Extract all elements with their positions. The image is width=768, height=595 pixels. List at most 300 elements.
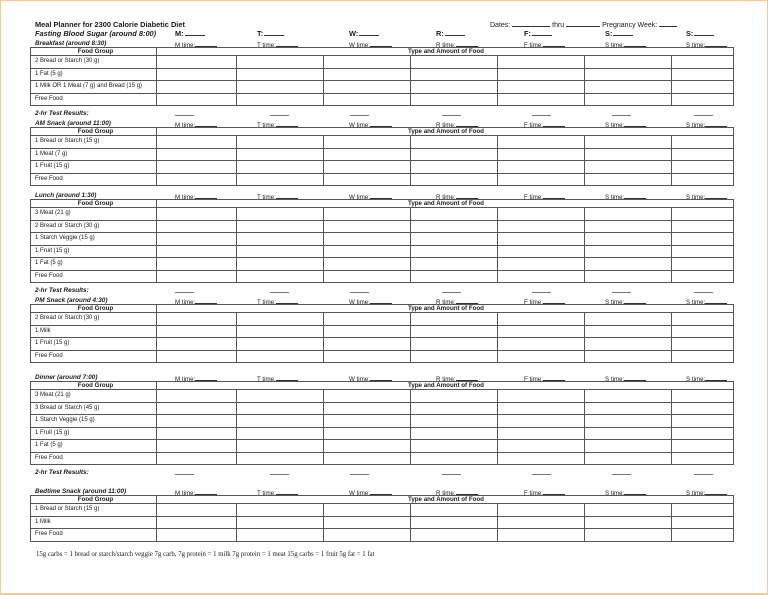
food-entry-cell[interactable]: [672, 325, 734, 338]
meal-time-field[interactable]: [543, 120, 565, 127]
food-entry-cell[interactable]: [585, 390, 672, 403]
meal-time-field[interactable]: [195, 192, 217, 199]
food-entry-cell[interactable]: [585, 258, 672, 271]
dates-row: [490, 19, 677, 29]
food-entry-cell[interactable]: [585, 427, 672, 440]
food-entry-cell[interactable]: [498, 93, 585, 106]
food-entry-cell[interactable]: [411, 325, 498, 338]
day-label: R:: [436, 29, 444, 38]
table-row: [31, 233, 734, 246]
time-label: W time:: [349, 299, 370, 306]
food-entry-cell[interactable]: [498, 136, 585, 149]
food-entry-cell[interactable]: [237, 427, 324, 440]
food-entry-cell[interactable]: [585, 245, 672, 258]
food-entry-cell[interactable]: [585, 270, 672, 283]
test-result-field[interactable]: [270, 115, 289, 116]
food-entry-cell[interactable]: [672, 173, 734, 186]
food-entry-cell[interactable]: [324, 452, 411, 465]
food-entry-cell[interactable]: [585, 208, 672, 221]
food-entry-cell[interactable]: [157, 338, 237, 351]
food-entry-cell[interactable]: [324, 161, 411, 174]
food-entry-cell[interactable]: [585, 56, 672, 69]
food-entry-cell[interactable]: [157, 220, 237, 233]
food-entry-cell[interactable]: [411, 440, 498, 453]
food-entry-cell[interactable]: [498, 270, 585, 283]
meal-time-field[interactable]: [456, 192, 478, 199]
test-result-field[interactable]: [694, 115, 713, 116]
food-entry-cell[interactable]: [324, 258, 411, 271]
food-entry-cell[interactable]: [157, 56, 237, 69]
time-label: W time:: [349, 376, 370, 383]
food-entry-cell[interactable]: [672, 338, 734, 351]
food-entry-cell[interactable]: [411, 173, 498, 186]
food-entry-cell[interactable]: [498, 161, 585, 174]
food-entry-cell[interactable]: [498, 245, 585, 258]
food-entry-cell[interactable]: [237, 208, 324, 221]
test-result-field[interactable]: [175, 474, 194, 475]
food-entry-cell[interactable]: [411, 504, 498, 517]
food-entry-cell[interactable]: [237, 270, 324, 283]
meal-time-field[interactable]: [370, 40, 392, 47]
food-entry-cell[interactable]: [157, 258, 237, 271]
meal-time-field[interactable]: [705, 40, 727, 47]
food-entry-cell[interactable]: [324, 350, 411, 363]
end-date-field[interactable]: [566, 19, 600, 27]
time-label: M time:: [175, 42, 196, 49]
food-entry-cell[interactable]: [411, 68, 498, 81]
meal-time-field[interactable]: [456, 120, 478, 127]
table-header-row: [31, 48, 734, 56]
food-entry-cell[interactable]: [672, 233, 734, 246]
meal-time-field[interactable]: [195, 120, 217, 127]
food-entry-cell[interactable]: [157, 81, 237, 94]
food-entry-cell[interactable]: [498, 56, 585, 69]
meal-time-field[interactable]: [370, 374, 392, 381]
meal-time-field[interactable]: [456, 488, 478, 495]
food-entry-cell[interactable]: [585, 161, 672, 174]
food-entry-cell[interactable]: [237, 440, 324, 453]
meal-time-field[interactable]: [543, 40, 565, 47]
food-entry-cell[interactable]: [324, 93, 411, 106]
food-entry-cell[interactable]: [324, 245, 411, 258]
food-entry-cell[interactable]: [157, 325, 237, 338]
test-result-field[interactable]: [532, 292, 551, 293]
meal-time-field[interactable]: [705, 192, 727, 199]
meal-time-field[interactable]: [276, 40, 298, 47]
food-entry-cell[interactable]: [672, 258, 734, 271]
food-entry-cell[interactable]: [672, 350, 734, 363]
food-entry-cell[interactable]: [237, 350, 324, 363]
food-entry-cell[interactable]: [157, 233, 237, 246]
food-entry-cell[interactable]: [411, 93, 498, 106]
food-entry-cell[interactable]: [498, 402, 585, 415]
food-entry-cell[interactable]: [498, 390, 585, 403]
food-entry-cell[interactable]: [498, 325, 585, 338]
meal-time-field[interactable]: [543, 192, 565, 199]
meal-label: Dinner (around 7:00): [35, 374, 98, 381]
food-entry-cell[interactable]: [672, 452, 734, 465]
food-group-cell: 1 Starch Veggie (15 g): [31, 415, 157, 428]
food-entry-cell[interactable]: [324, 173, 411, 186]
meal-time-field[interactable]: [456, 297, 478, 304]
food-entry-cell[interactable]: [672, 148, 734, 161]
food-entry-cell[interactable]: [672, 402, 734, 415]
food-entry-cell[interactable]: [237, 161, 324, 174]
food-entry-cell[interactable]: [585, 504, 672, 517]
fasting-value-field[interactable]: [445, 29, 465, 36]
food-group-cell: 3 Bread or Starch (45 g): [31, 402, 157, 415]
test-result-field[interactable]: [532, 115, 551, 116]
food-entry-cell[interactable]: [157, 245, 237, 258]
table-row: [31, 313, 734, 326]
food-entry-cell[interactable]: [672, 440, 734, 453]
meal-time-field[interactable]: [624, 40, 646, 47]
food-entry-cell[interactable]: [324, 415, 411, 428]
test-result-field[interactable]: [694, 474, 713, 475]
food-entry-cell[interactable]: [585, 529, 672, 542]
pregnancy-week-label: Pregnancy Week:: [602, 22, 658, 29]
food-group-cell: 1 Fat (5 g): [31, 258, 157, 271]
table-header-row: [31, 382, 734, 390]
food-entry-cell[interactable]: [237, 136, 324, 149]
food-entry-cell[interactable]: [672, 56, 734, 69]
food-entry-cell[interactable]: [585, 68, 672, 81]
food-entry-cell[interactable]: [672, 270, 734, 283]
food-entry-cell[interactable]: [585, 93, 672, 106]
food-entry-cell[interactable]: [324, 427, 411, 440]
food-entry-cell[interactable]: [237, 245, 324, 258]
food-group-cell: Free Food: [31, 452, 157, 465]
food-entry-cell[interactable]: [324, 338, 411, 351]
food-entry-cell[interactable]: [411, 350, 498, 363]
meal-time-field[interactable]: [195, 374, 217, 381]
food-entry-cell[interactable]: [237, 402, 324, 415]
food-entry-cell[interactable]: [585, 338, 672, 351]
food-entry-cell[interactable]: [237, 220, 324, 233]
food-entry-cell[interactable]: [672, 68, 734, 81]
food-entry-cell[interactable]: [324, 56, 411, 69]
food-entry-cell[interactable]: [672, 516, 734, 529]
food-entry-cell[interactable]: [411, 220, 498, 233]
food-entry-cell[interactable]: [498, 220, 585, 233]
meal-time-field[interactable]: [624, 488, 646, 495]
food-entry-cell[interactable]: [411, 258, 498, 271]
food-group-cell: 1 Bread or Starch (15 g): [31, 136, 157, 149]
test-result-field[interactable]: [612, 474, 631, 475]
food-entry-cell[interactable]: [498, 233, 585, 246]
meal-time-field[interactable]: [624, 192, 646, 199]
food-entry-cell[interactable]: [498, 427, 585, 440]
food-entry-cell[interactable]: [324, 529, 411, 542]
food-entry-cell[interactable]: [157, 270, 237, 283]
food-entry-cell[interactable]: [411, 516, 498, 529]
food-entry-cell[interactable]: [157, 452, 237, 465]
food-entry-cell[interactable]: [672, 161, 734, 174]
food-entry-cell[interactable]: [324, 270, 411, 283]
food-entry-cell[interactable]: [237, 325, 324, 338]
food-entry-cell[interactable]: [237, 390, 324, 403]
meal-time-field[interactable]: [195, 297, 217, 304]
food-entry-cell[interactable]: [237, 258, 324, 271]
food-entry-cell[interactable]: [324, 208, 411, 221]
meal-time-field[interactable]: [456, 40, 478, 47]
food-entry-cell[interactable]: [157, 440, 237, 453]
food-entry-cell[interactable]: [157, 173, 237, 186]
test-result-field[interactable]: [532, 474, 551, 475]
test-result-field[interactable]: [270, 474, 289, 475]
meal-label: AM Snack (around 11:00): [35, 120, 111, 127]
meal-time-field[interactable]: [543, 374, 565, 381]
food-entry-cell[interactable]: [237, 529, 324, 542]
food-entry-cell[interactable]: [498, 529, 585, 542]
food-entry-cell[interactable]: [324, 136, 411, 149]
time-label: S time:: [605, 376, 625, 383]
food-entry-cell[interactable]: [411, 338, 498, 351]
food-entry-cell[interactable]: [498, 452, 585, 465]
food-entry-cell[interactable]: [498, 415, 585, 428]
meal-time-field[interactable]: [624, 297, 646, 304]
test-result-field[interactable]: [270, 292, 289, 293]
food-entry-cell[interactable]: [585, 452, 672, 465]
time-label: W time:: [349, 194, 370, 201]
food-entry-cell[interactable]: [585, 440, 672, 453]
food-entry-cell[interactable]: [411, 208, 498, 221]
food-entry-cell[interactable]: [498, 68, 585, 81]
food-entry-cell[interactable]: [157, 402, 237, 415]
time-label: W time:: [349, 490, 370, 497]
food-entry-cell[interactable]: [672, 81, 734, 94]
test-result-field[interactable]: [442, 292, 461, 293]
food-entry-cell[interactable]: [237, 68, 324, 81]
food-entry-cell[interactable]: [157, 68, 237, 81]
meal-time-field[interactable]: [195, 40, 217, 47]
meal-time-field[interactable]: [624, 120, 646, 127]
test-result-field[interactable]: [175, 115, 194, 116]
food-entry-cell[interactable]: [324, 504, 411, 517]
food-entry-cell[interactable]: [498, 350, 585, 363]
food-entry-cell[interactable]: [157, 161, 237, 174]
table-row: [31, 148, 734, 161]
test-result-field[interactable]: [612, 115, 631, 116]
food-entry-cell[interactable]: [324, 440, 411, 453]
food-entry-cell[interactable]: [237, 313, 324, 326]
fasting-value-field[interactable]: [264, 29, 284, 36]
food-entry-cell[interactable]: [672, 245, 734, 258]
food-entry-cell[interactable]: [157, 504, 237, 517]
food-entry-cell[interactable]: [157, 93, 237, 106]
food-entry-cell[interactable]: [237, 93, 324, 106]
food-entry-cell[interactable]: [324, 516, 411, 529]
meal-time-field[interactable]: [276, 374, 298, 381]
food-entry-cell[interactable]: [237, 148, 324, 161]
food-entry-cell[interactable]: [237, 516, 324, 529]
food-entry-cell[interactable]: [324, 325, 411, 338]
food-entry-cell[interactable]: [672, 529, 734, 542]
food-entry-cell[interactable]: [411, 415, 498, 428]
food-entry-cell[interactable]: [157, 516, 237, 529]
table-row: [31, 258, 734, 271]
fasting-value-field[interactable]: [613, 29, 633, 36]
food-entry-cell[interactable]: [237, 504, 324, 517]
food-entry-cell[interactable]: [411, 452, 498, 465]
food-entry-cell[interactable]: [157, 529, 237, 542]
food-entry-cell[interactable]: [157, 427, 237, 440]
food-entry-cell[interactable]: [585, 81, 672, 94]
food-entry-cell[interactable]: [585, 325, 672, 338]
food-entry-cell[interactable]: [324, 313, 411, 326]
food-group-cell: 1 Milk OR 1 Meat (7 g) and Bread (15 g): [31, 81, 157, 94]
meal-time-field[interactable]: [276, 120, 298, 127]
meal-time-field[interactable]: [543, 297, 565, 304]
food-entry-cell[interactable]: [411, 136, 498, 149]
food-entry-cell[interactable]: [411, 56, 498, 69]
food-entry-cell[interactable]: [411, 148, 498, 161]
food-group-cell: 1 Fruit (15 g): [31, 338, 157, 351]
food-entry-cell[interactable]: [672, 220, 734, 233]
food-entry-cell[interactable]: [237, 452, 324, 465]
food-entry-cell[interactable]: [324, 233, 411, 246]
food-group-cell: 1 Starch Veggie (15 g): [31, 233, 157, 246]
test-result-field[interactable]: [350, 115, 369, 116]
food-entry-cell[interactable]: [157, 390, 237, 403]
table-row: [31, 325, 734, 338]
meal-time-field[interactable]: [276, 297, 298, 304]
food-entry-cell[interactable]: [498, 173, 585, 186]
fasting-value-field[interactable]: [694, 29, 714, 36]
food-entry-cell[interactable]: [157, 136, 237, 149]
meal-time-field[interactable]: [705, 120, 727, 127]
food-entry-cell[interactable]: [324, 220, 411, 233]
pregnancy-week-field[interactable]: [659, 19, 677, 27]
food-entry-cell[interactable]: [237, 233, 324, 246]
food-entry-cell[interactable]: [498, 148, 585, 161]
food-entry-cell[interactable]: [157, 313, 237, 326]
food-entry-cell[interactable]: [585, 415, 672, 428]
food-entry-cell[interactable]: [672, 93, 734, 106]
food-entry-cell[interactable]: [672, 415, 734, 428]
meal-time-field[interactable]: [195, 488, 217, 495]
meal-time-field[interactable]: [276, 488, 298, 495]
food-entry-cell[interactable]: [672, 136, 734, 149]
food-entry-cell[interactable]: [411, 402, 498, 415]
table-row: [31, 402, 734, 415]
start-date-field[interactable]: [512, 19, 550, 27]
time-label: W time:: [349, 42, 370, 49]
food-group-header: Food Group: [31, 128, 157, 136]
food-entry-cell[interactable]: [585, 233, 672, 246]
table-row: [31, 81, 734, 94]
food-entry-cell[interactable]: [157, 208, 237, 221]
food-entry-cell[interactable]: [324, 68, 411, 81]
food-entry-cell[interactable]: [411, 427, 498, 440]
test-result-field[interactable]: [612, 292, 631, 293]
meal-time-field[interactable]: [370, 297, 392, 304]
meal-table: [30, 199, 734, 283]
food-entry-cell[interactable]: [237, 415, 324, 428]
food-entry-cell[interactable]: [585, 402, 672, 415]
food-entry-cell[interactable]: [585, 136, 672, 149]
meal-time-field[interactable]: [705, 297, 727, 304]
food-entry-cell[interactable]: [585, 516, 672, 529]
food-entry-cell[interactable]: [498, 338, 585, 351]
food-entry-cell[interactable]: [498, 208, 585, 221]
meal-time-field[interactable]: [370, 488, 392, 495]
food-entry-cell[interactable]: [411, 233, 498, 246]
food-entry-cell[interactable]: [411, 81, 498, 94]
food-entry-cell[interactable]: [237, 338, 324, 351]
food-entry-cell[interactable]: [672, 313, 734, 326]
food-entry-cell[interactable]: [498, 504, 585, 517]
food-entry-cell[interactable]: [237, 56, 324, 69]
food-entry-cell[interactable]: [672, 504, 734, 517]
food-entry-cell[interactable]: [157, 148, 237, 161]
food-entry-cell[interactable]: [411, 270, 498, 283]
meal-time-field[interactable]: [370, 120, 392, 127]
food-entry-cell[interactable]: [672, 427, 734, 440]
food-entry-cell[interactable]: [585, 173, 672, 186]
test-result-field[interactable]: [442, 115, 461, 116]
meal-time-field[interactable]: [543, 488, 565, 495]
thru-label: thru: [552, 22, 565, 29]
food-entry-cell[interactable]: [237, 81, 324, 94]
test-result-field[interactable]: [350, 292, 369, 293]
food-entry-cell[interactable]: [411, 313, 498, 326]
time-label: S time:: [686, 490, 706, 497]
food-entry-cell[interactable]: [672, 390, 734, 403]
conversion-note: 15g carbs = 1 bread or starch/starch veggie 7g carb, 7g protein = 1 milk 7g protein = 1 meat 15g carbs = 1 fruit 5g fat = 1 fat: [36, 551, 375, 558]
food-entry-cell[interactable]: [324, 148, 411, 161]
table-header-row: [31, 496, 734, 504]
food-entry-cell[interactable]: [237, 173, 324, 186]
test-result-field[interactable]: [442, 474, 461, 475]
food-entry-cell[interactable]: [324, 81, 411, 94]
food-entry-cell[interactable]: [585, 313, 672, 326]
food-entry-cell[interactable]: [585, 350, 672, 363]
food-entry-cell[interactable]: [498, 516, 585, 529]
meal-table: [30, 381, 734, 465]
meal-time-field[interactable]: [370, 192, 392, 199]
food-entry-cell[interactable]: [324, 402, 411, 415]
food-entry-cell[interactable]: [157, 415, 237, 428]
food-entry-cell[interactable]: [411, 529, 498, 542]
food-entry-cell[interactable]: [411, 161, 498, 174]
test-result-field[interactable]: [350, 474, 369, 475]
fasting-value-field[interactable]: [532, 29, 552, 36]
food-entry-cell[interactable]: [498, 81, 585, 94]
food-entry-cell[interactable]: [498, 258, 585, 271]
test-result-field[interactable]: [175, 292, 194, 293]
food-entry-cell[interactable]: [157, 350, 237, 363]
food-entry-cell[interactable]: [672, 208, 734, 221]
fasting-value-field[interactable]: [185, 29, 205, 36]
food-group-cell: 3 Meat (21 g): [31, 208, 157, 221]
food-entry-cell[interactable]: [498, 440, 585, 453]
food-entry-cell[interactable]: [498, 313, 585, 326]
meal-time-field[interactable]: [456, 374, 478, 381]
meal-time-field[interactable]: [276, 192, 298, 199]
table-row: [31, 427, 734, 440]
meal-time-field[interactable]: [705, 488, 727, 495]
food-entry-cell[interactable]: [411, 245, 498, 258]
food-entry-cell[interactable]: [324, 390, 411, 403]
fasting-value-field[interactable]: [359, 29, 379, 36]
food-entry-cell[interactable]: [585, 220, 672, 233]
food-entry-cell[interactable]: [585, 148, 672, 161]
food-entry-cell[interactable]: [411, 390, 498, 403]
test-result-field[interactable]: [694, 292, 713, 293]
meal-time-field[interactable]: [624, 374, 646, 381]
meal-time-field[interactable]: [705, 374, 727, 381]
